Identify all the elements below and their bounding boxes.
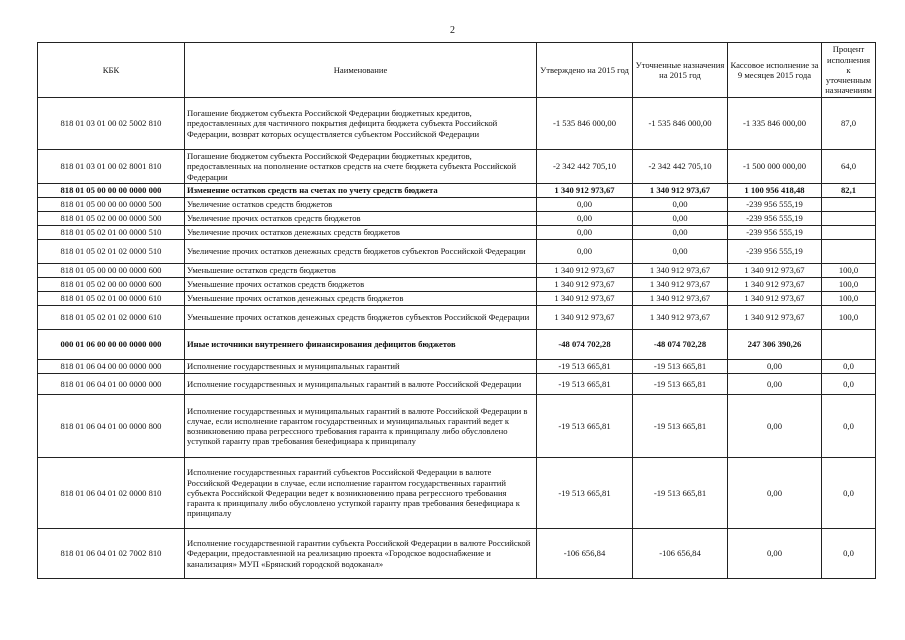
cell-approved: 0,00 bbox=[537, 226, 633, 240]
cell-percent: 0,0 bbox=[822, 374, 876, 395]
cell-cash: -239 956 555,19 bbox=[728, 226, 822, 240]
cell-cash: -239 956 555,19 bbox=[728, 240, 822, 264]
cell-name: Погашение бюджетом субъекта Российской Федерации бюджетных кредитов, предоставленных на пополнение остатков средств на счете бюджета субъекта Российской Федерации bbox=[185, 150, 537, 184]
cell-cash: 1 340 912 973,67 bbox=[728, 292, 822, 306]
cell-refined: 0,00 bbox=[633, 226, 728, 240]
header-approved: Утверждено на 2015 год bbox=[537, 43, 633, 98]
cell-percent bbox=[822, 198, 876, 212]
cell-kbk: 818 01 05 02 01 00 0000 510 bbox=[38, 226, 185, 240]
cell-kbk: 818 01 06 04 01 02 7002 810 bbox=[38, 529, 185, 579]
cell-name: Исполнение государственных и муниципальных гарантий bbox=[185, 360, 537, 374]
cell-percent: 87,0 bbox=[822, 98, 876, 150]
cell-percent bbox=[822, 212, 876, 226]
cell-cash: 0,00 bbox=[728, 529, 822, 579]
cell-kbk: 818 01 05 00 00 00 0000 600 bbox=[38, 264, 185, 278]
cell-cash: 247 306 390,26 bbox=[728, 330, 822, 360]
table-row bbox=[38, 198, 876, 212]
table-row bbox=[38, 330, 876, 360]
cell-approved: 1 340 912 973,67 bbox=[537, 292, 633, 306]
cell-refined: 0,00 bbox=[633, 240, 728, 264]
cell-kbk: 818 01 06 04 01 00 0000 000 bbox=[38, 374, 185, 395]
cell-percent: 100,0 bbox=[822, 292, 876, 306]
table-row bbox=[38, 278, 876, 292]
cell-approved: 1 340 912 973,67 bbox=[537, 278, 633, 292]
cell-name: Уменьшение прочих остатков денежных средств бюджетов субъектов Российской Федерации bbox=[185, 306, 537, 330]
cell-refined: -19 513 665,81 bbox=[633, 458, 728, 529]
cell-name: Изменение остатков средств на счетах по учету средств бюджета bbox=[185, 184, 537, 198]
table-header-row bbox=[38, 43, 876, 98]
cell-percent: 0,0 bbox=[822, 458, 876, 529]
cell-cash: 0,00 bbox=[728, 458, 822, 529]
cell-refined: 0,00 bbox=[633, 198, 728, 212]
header-percent: Процент исполнения к уточненным назначениям bbox=[822, 43, 876, 98]
cell-refined: -48 074 702,28 bbox=[633, 330, 728, 360]
cell-percent: 0,0 bbox=[822, 395, 876, 458]
cell-name: Иные источники внутреннего финансирования дефицитов бюджетов bbox=[185, 330, 537, 360]
table-row bbox=[38, 306, 876, 330]
cell-percent: 100,0 bbox=[822, 306, 876, 330]
header-name: Наименование bbox=[185, 43, 537, 98]
cell-name: Увеличение прочих остатков средств бюджетов bbox=[185, 212, 537, 226]
cell-approved: -19 513 665,81 bbox=[537, 360, 633, 374]
cell-refined: 1 340 912 973,67 bbox=[633, 184, 728, 198]
table-row bbox=[38, 395, 876, 458]
header-cash: Кассовое исполнение за 9 месяцев 2015 года bbox=[728, 43, 822, 98]
cell-cash: -1 500 000 000,00 bbox=[728, 150, 822, 184]
cell-refined: -106 656,84 bbox=[633, 529, 728, 579]
cell-kbk: 818 01 06 04 00 00 0000 000 bbox=[38, 360, 185, 374]
cell-approved: 1 340 912 973,67 bbox=[537, 264, 633, 278]
table-row bbox=[38, 212, 876, 226]
cell-approved: -19 513 665,81 bbox=[537, 374, 633, 395]
cell-refined: -19 513 665,81 bbox=[633, 360, 728, 374]
table-body bbox=[38, 98, 876, 579]
header-refined: Уточненные назначения на 2015 год bbox=[633, 43, 728, 98]
table-row bbox=[38, 98, 876, 150]
cell-name: Погашение бюджетом субъекта Российской Федерации бюджетных кредитов, предоставленных для частичного покрытия дефицита бюджета субъекта Российской Федерации, возврат которых осуществляется субъектом Российской Федерации bbox=[185, 98, 537, 150]
cell-kbk: 818 01 05 02 01 02 0000 510 bbox=[38, 240, 185, 264]
cell-kbk: 818 01 05 02 01 02 0000 610 bbox=[38, 306, 185, 330]
cell-kbk: 000 01 06 00 00 00 0000 000 bbox=[38, 330, 185, 360]
cell-name: Уменьшение прочих остатков средств бюджетов bbox=[185, 278, 537, 292]
cell-approved: 1 340 912 973,67 bbox=[537, 306, 633, 330]
table-row bbox=[38, 226, 876, 240]
cell-kbk: 818 01 03 01 00 02 5002 810 bbox=[38, 98, 185, 150]
cell-kbk: 818 01 03 01 00 02 8001 810 bbox=[38, 150, 185, 184]
cell-cash: 0,00 bbox=[728, 360, 822, 374]
cell-refined: -19 513 665,81 bbox=[633, 395, 728, 458]
cell-approved: -48 074 702,28 bbox=[537, 330, 633, 360]
table-row bbox=[38, 458, 876, 529]
table-row bbox=[38, 264, 876, 278]
cell-name: Увеличение прочих остатков денежных средств бюджетов субъектов Российской Федерации bbox=[185, 240, 537, 264]
cell-percent: 100,0 bbox=[822, 278, 876, 292]
cell-percent: 82,1 bbox=[822, 184, 876, 198]
page-number: 2 bbox=[450, 25, 455, 36]
cell-cash: -239 956 555,19 bbox=[728, 198, 822, 212]
cell-cash: 1 340 912 973,67 bbox=[728, 278, 822, 292]
cell-kbk: 818 01 05 00 00 00 0000 500 bbox=[38, 198, 185, 212]
cell-percent bbox=[822, 226, 876, 240]
cell-name: Уменьшение прочих остатков денежных средств бюджетов bbox=[185, 292, 537, 306]
cell-name: Уменьшение остатков средств бюджетов bbox=[185, 264, 537, 278]
cell-percent bbox=[822, 240, 876, 264]
cell-approved: 0,00 bbox=[537, 212, 633, 226]
cell-refined: 1 340 912 973,67 bbox=[633, 278, 728, 292]
cell-approved: -106 656,84 bbox=[537, 529, 633, 579]
cell-kbk: 818 01 05 00 00 00 0000 000 bbox=[38, 184, 185, 198]
cell-percent: 0,0 bbox=[822, 529, 876, 579]
cell-cash: -239 956 555,19 bbox=[728, 212, 822, 226]
table-row bbox=[38, 240, 876, 264]
cell-percent: 100,0 bbox=[822, 264, 876, 278]
cell-approved: -2 342 442 705,10 bbox=[537, 150, 633, 184]
cell-percent bbox=[822, 330, 876, 360]
cell-approved: -19 513 665,81 bbox=[537, 395, 633, 458]
table-row bbox=[38, 150, 876, 184]
table-row bbox=[38, 184, 876, 198]
cell-cash: -1 335 846 000,00 bbox=[728, 98, 822, 150]
header-kbk: КБК bbox=[38, 43, 185, 98]
cell-cash: 1 340 912 973,67 bbox=[728, 306, 822, 330]
table-row bbox=[38, 529, 876, 579]
cell-name: Исполнение государственных гарантий субъектов Российской Федерации в валюте Российской Федерации в случае, если исполнение гарантом государственных гарантий субъекта Российской Федерации ведет к возникновению права регрессного требования гаранта к принципалу либо обусловлено уступкой гаранту прав требования бенефициара к принципалу bbox=[185, 458, 537, 529]
cell-refined: -19 513 665,81 bbox=[633, 374, 728, 395]
cell-refined: 1 340 912 973,67 bbox=[633, 292, 728, 306]
cell-approved: 0,00 bbox=[537, 198, 633, 212]
cell-name: Исполнение государственной гарантии субъекта Российской Федерации в валюте Российской Федерации, предоставленной на реализацию проекта «Городское водоснабжение и канализация» МУП «Брянский городской водоканал» bbox=[185, 529, 537, 579]
cell-refined: -1 535 846 000,00 bbox=[633, 98, 728, 150]
cell-kbk: 818 01 06 04 01 00 0000 800 bbox=[38, 395, 185, 458]
budget-sources-table bbox=[37, 42, 876, 579]
table-row bbox=[38, 360, 876, 374]
cell-name: Исполнение государственных и муниципальных гарантий в валюте Российской Федерации в случае, если исполнение гарантом государственных и муниципальных гарантий ведет к возникновению права регрессного требования гаранта к принципалу либо обусловлено уступкой гаранту прав требования бенефициара к принципалу bbox=[185, 395, 537, 458]
cell-kbk: 818 01 05 02 00 00 0000 500 bbox=[38, 212, 185, 226]
cell-approved: -1 535 846 000,00 bbox=[537, 98, 633, 150]
cell-kbk: 818 01 05 02 01 00 0000 610 bbox=[38, 292, 185, 306]
cell-name: Увеличение остатков средств бюджетов bbox=[185, 198, 537, 212]
cell-refined: 1 340 912 973,67 bbox=[633, 306, 728, 330]
cell-refined: 1 340 912 973,67 bbox=[633, 264, 728, 278]
cell-approved: 0,00 bbox=[537, 240, 633, 264]
cell-approved: 1 340 912 973,67 bbox=[537, 184, 633, 198]
cell-approved: -19 513 665,81 bbox=[537, 458, 633, 529]
cell-name: Увеличение прочих остатков денежных средств бюджетов bbox=[185, 226, 537, 240]
cell-kbk: 818 01 06 04 01 02 0000 810 bbox=[38, 458, 185, 529]
cell-cash: 0,00 bbox=[728, 395, 822, 458]
cell-cash: 0,00 bbox=[728, 374, 822, 395]
cell-refined: -2 342 442 705,10 bbox=[633, 150, 728, 184]
cell-kbk: 818 01 05 02 00 00 0000 600 bbox=[38, 278, 185, 292]
cell-percent: 0,0 bbox=[822, 360, 876, 374]
cell-cash: 1 340 912 973,67 bbox=[728, 264, 822, 278]
cell-refined: 0,00 bbox=[633, 212, 728, 226]
table-row bbox=[38, 374, 876, 395]
cell-percent: 64,0 bbox=[822, 150, 876, 184]
cell-cash: 1 100 956 418,48 bbox=[728, 184, 822, 198]
cell-name: Исполнение государственных и муниципальных гарантий в валюте Российской Федерации bbox=[185, 374, 537, 395]
table-row bbox=[38, 292, 876, 306]
